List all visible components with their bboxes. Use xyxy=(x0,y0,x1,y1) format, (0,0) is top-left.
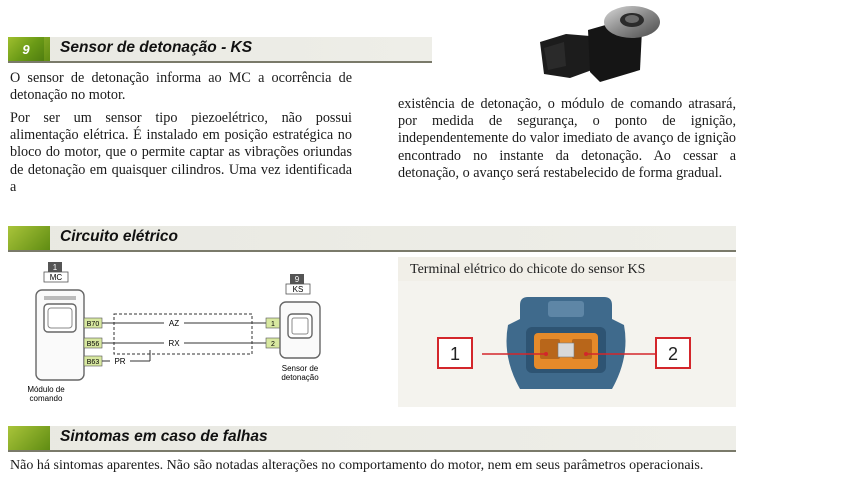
ks-label-line2: detonação xyxy=(281,373,319,382)
section-title: Circuito elétrico xyxy=(60,228,178,245)
intro-paragraph-2: Por ser um sensor tipo piezoelétrico, não possui alimentação elétrica. É instalado em posição estratégica no bloco do motor, que o permite captar as vibrações oriundas de detonação em quaisquer cilindros. Uma vez identificada a xyxy=(10,110,352,195)
ks-tag: KS xyxy=(292,285,304,294)
mc-pin-b63: B63 xyxy=(86,359,100,366)
circuit-diagram xyxy=(14,258,362,408)
intro-paragraph-1: O sensor de detonação informa ao MC a ocorrência de detonação no motor. xyxy=(10,70,352,104)
wire-rx-label: RX xyxy=(168,339,180,348)
header-accent xyxy=(8,426,50,450)
mc-pin-b56: B56 xyxy=(86,341,100,348)
symptoms-text: Não há sintomas aparentes. Não são notadas alterações no comportamento do motor, nem em seus parâmetros operacionais. xyxy=(10,458,704,473)
callout-1: 1 xyxy=(449,344,461,364)
section-header-circuit xyxy=(8,226,736,252)
mc-label-line2: comando xyxy=(29,394,63,403)
mc-label-line1: Módulo de xyxy=(27,385,65,394)
connector-illustration xyxy=(398,257,736,407)
mc-tag-num: 1 xyxy=(52,263,58,272)
wire-pr-label: PR xyxy=(114,357,126,366)
section-number: 9 xyxy=(8,37,44,61)
mc-pin-b70: B70 xyxy=(86,321,100,328)
knock-sensor-photo xyxy=(530,0,680,92)
ks-pin-2: 2 xyxy=(271,341,275,348)
terminal-caption: Terminal elétrico do chicote do sensor KS xyxy=(410,262,646,277)
ks-tag-num: 9 xyxy=(294,275,300,284)
section-title: Sensor de detonação - KS xyxy=(60,39,253,56)
ks-pin-1: 1 xyxy=(271,321,275,328)
section-header-sensor xyxy=(8,37,432,63)
mc-tag: MC xyxy=(49,273,63,282)
wire-az-label: AZ xyxy=(168,319,180,328)
terminal-panel xyxy=(398,257,736,407)
intro-paragraph-3: existência de detonação, o módulo de comando atrasará, por medida de segurança, o ponto de ignição, independentemente do valor imediato de avanço de ignição encontrado no instante da detonação. Ao cessar a detonação, o avanço será restabelecido de forma gradual. xyxy=(398,96,736,181)
callout-2: 2 xyxy=(667,344,679,364)
section-title: Sintomas em caso de falhas xyxy=(60,428,268,445)
ks-label-line1: Sensor de xyxy=(281,364,319,373)
section-header-symptoms xyxy=(8,426,736,452)
header-accent xyxy=(8,226,50,250)
